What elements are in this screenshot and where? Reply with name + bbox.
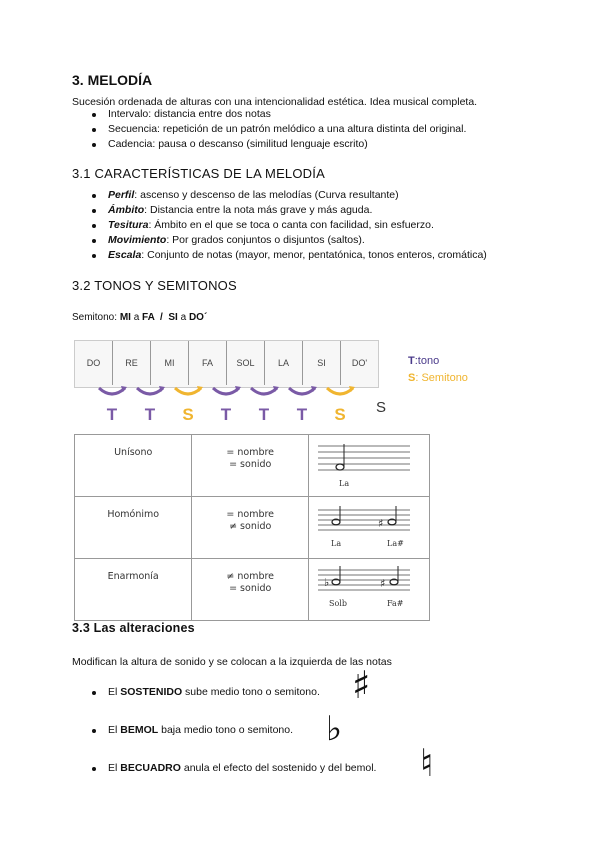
- relation-sound: ≠ sonido: [229, 521, 272, 532]
- definition: : Por grados conjuntos o disjuntos (saltos).: [166, 234, 365, 246]
- piano-key: DO: [75, 341, 113, 385]
- step-arrow: [213, 388, 239, 394]
- relation-name: = nombre: [226, 509, 275, 520]
- definition: anula el efecto del sostenido y del bemol.: [180, 762, 377, 774]
- step-label: S: [334, 405, 346, 424]
- piano-key: MI: [151, 341, 189, 385]
- note-label: Fa#: [387, 599, 404, 608]
- semitone-note: DO´: [188, 312, 208, 323]
- item-prefix: El: [108, 686, 121, 698]
- list-item: Secuencia: repetición de un patrón melódico a una altura distinta del original.: [90, 122, 466, 137]
- list-item: [90, 188, 487, 203]
- term: Ámbito: [108, 204, 145, 216]
- caracteristicas-list: [90, 188, 487, 263]
- term: Perfil: [108, 189, 135, 201]
- section-title-melodia: 3. MELODÍA: [72, 72, 153, 88]
- step-arrow: [327, 388, 353, 394]
- legend-semitone-text: : Semitono: [415, 372, 468, 384]
- sharp-icon: ♯: [352, 663, 371, 707]
- piano-key: RE: [113, 341, 151, 385]
- step-arrow: [251, 388, 277, 394]
- table-cell: [192, 559, 309, 621]
- relation-name: = nombre: [226, 447, 275, 458]
- piano-key: SI: [303, 341, 341, 385]
- term: Movimiento: [108, 234, 167, 246]
- piano-key: DO': [351, 358, 368, 368]
- piano-key: FA: [189, 341, 227, 385]
- table-cell: Enarmonía: [75, 559, 192, 621]
- step-label: T: [296, 405, 308, 424]
- list-item: [90, 203, 487, 218]
- step-arrow: [289, 388, 315, 394]
- steps-arrows: [74, 340, 387, 424]
- table-row: [75, 435, 430, 497]
- definition: : Conjunto de notas (mayor, menor, pentatónica, tonos enteros, cromática): [141, 249, 487, 261]
- list-item: Intervalo: distancia entre dos notas: [90, 107, 466, 122]
- step-label: T: [106, 405, 118, 424]
- melodia-list: [90, 107, 466, 152]
- item-prefix: El: [108, 724, 121, 736]
- table-cell: [192, 435, 309, 497]
- list-item: [90, 218, 487, 233]
- staff-cell: [309, 559, 430, 621]
- semitone-note: SI: [168, 312, 178, 323]
- term: BECUADRO: [120, 762, 181, 774]
- natural-icon: ♮: [420, 741, 434, 785]
- term: Escala: [108, 249, 142, 261]
- interval-table: [74, 434, 430, 621]
- flat-sign: ♭: [324, 576, 330, 589]
- sharp-sign: ♯: [378, 517, 384, 530]
- piano-key: LA: [265, 341, 303, 385]
- list-item: [90, 233, 487, 248]
- definition: : Distancia entre la nota más grave y más aguda.: [144, 204, 373, 216]
- list-item: Cadencia: pausa o descanso (similitud lenguaje escrito): [90, 137, 466, 152]
- table-row: [75, 497, 430, 559]
- step-label: T: [220, 405, 232, 424]
- note-label: La#: [387, 539, 404, 548]
- staff-homonym: [310, 498, 428, 554]
- step-arrow: [175, 388, 201, 394]
- definition: : Ámbito en el que se toca o canta con facilidad, sin esfuerzo.: [148, 219, 434, 231]
- step-label: T: [258, 405, 270, 424]
- keyboard-diagram: [74, 340, 387, 424]
- staff-enharmonic: [310, 560, 428, 616]
- relation-sound: = sonido: [229, 583, 272, 594]
- definition: baja medio tono o semitono.: [158, 724, 294, 736]
- note-label: La: [339, 479, 350, 488]
- flat-icon: ♭: [326, 709, 343, 749]
- note-label: Solb: [329, 599, 347, 608]
- term: SOSTENIDO: [120, 686, 183, 698]
- step-label: S: [182, 405, 194, 424]
- list-item: [90, 686, 320, 698]
- staff-cell: [309, 497, 430, 559]
- semitone-connector: a: [130, 312, 143, 323]
- semitone-connector: a: [177, 312, 189, 323]
- table-row: [75, 559, 430, 621]
- legend-semitone-letter: S: [408, 372, 416, 384]
- table-cell: Homónimo: [75, 497, 192, 559]
- note-label: La: [331, 539, 342, 548]
- legend-semitone: [408, 372, 468, 384]
- alteraciones-intro: Modifican la altura de sonido y se colocan a la izquierda de las notas: [72, 656, 392, 668]
- section-title-alteraciones: 3.3 Las alteraciones: [72, 621, 195, 635]
- item-prefix: El: [108, 762, 121, 774]
- staff-unison: [310, 436, 428, 492]
- term: Tesitura: [108, 219, 149, 231]
- definition: sube medio tono o semitono.: [182, 686, 320, 698]
- list-item: [90, 724, 293, 736]
- semitone-note: FA: [142, 312, 155, 323]
- melodia-intro: Sucesión ordenada de alturas con una intencionalidad estética. Idea musical completa.: [72, 96, 478, 108]
- semitone-line: [72, 312, 207, 323]
- definition: : ascenso y descenso de las melodías (Curva resultante): [134, 189, 399, 201]
- semitone-label: Semitono:: [72, 312, 120, 323]
- note-head: [336, 464, 344, 470]
- legend-tone-letter: T: [408, 355, 415, 367]
- list-item: [90, 762, 376, 774]
- step-arrow: [99, 388, 125, 394]
- section-title-tonos: 3.2 TONOS Y SEMITONOS: [72, 278, 237, 293]
- section-title-caracteristicas: 3.1 CARACTERÍSTICAS DE LA MELODÍA: [72, 166, 325, 181]
- step-arrow: [137, 388, 163, 394]
- step-label: T: [144, 405, 156, 424]
- clipped-label: S: [376, 399, 387, 416]
- list-item: [90, 248, 487, 263]
- relation-name: ≠ nombre: [226, 571, 275, 582]
- legend-tone-text: :tono: [414, 355, 440, 367]
- semitone-separator: /: [154, 312, 169, 323]
- semitone-note: MI: [119, 312, 131, 323]
- piano-key: SOL: [227, 341, 265, 385]
- staff-cell: [309, 435, 430, 497]
- legend-tone: [408, 355, 439, 367]
- table-cell: Unísono: [75, 435, 192, 497]
- table-cell: [192, 497, 309, 559]
- sharp-sign: ♯: [380, 577, 386, 590]
- term: BEMOL: [120, 724, 159, 736]
- relation-sound: = sonido: [229, 459, 272, 470]
